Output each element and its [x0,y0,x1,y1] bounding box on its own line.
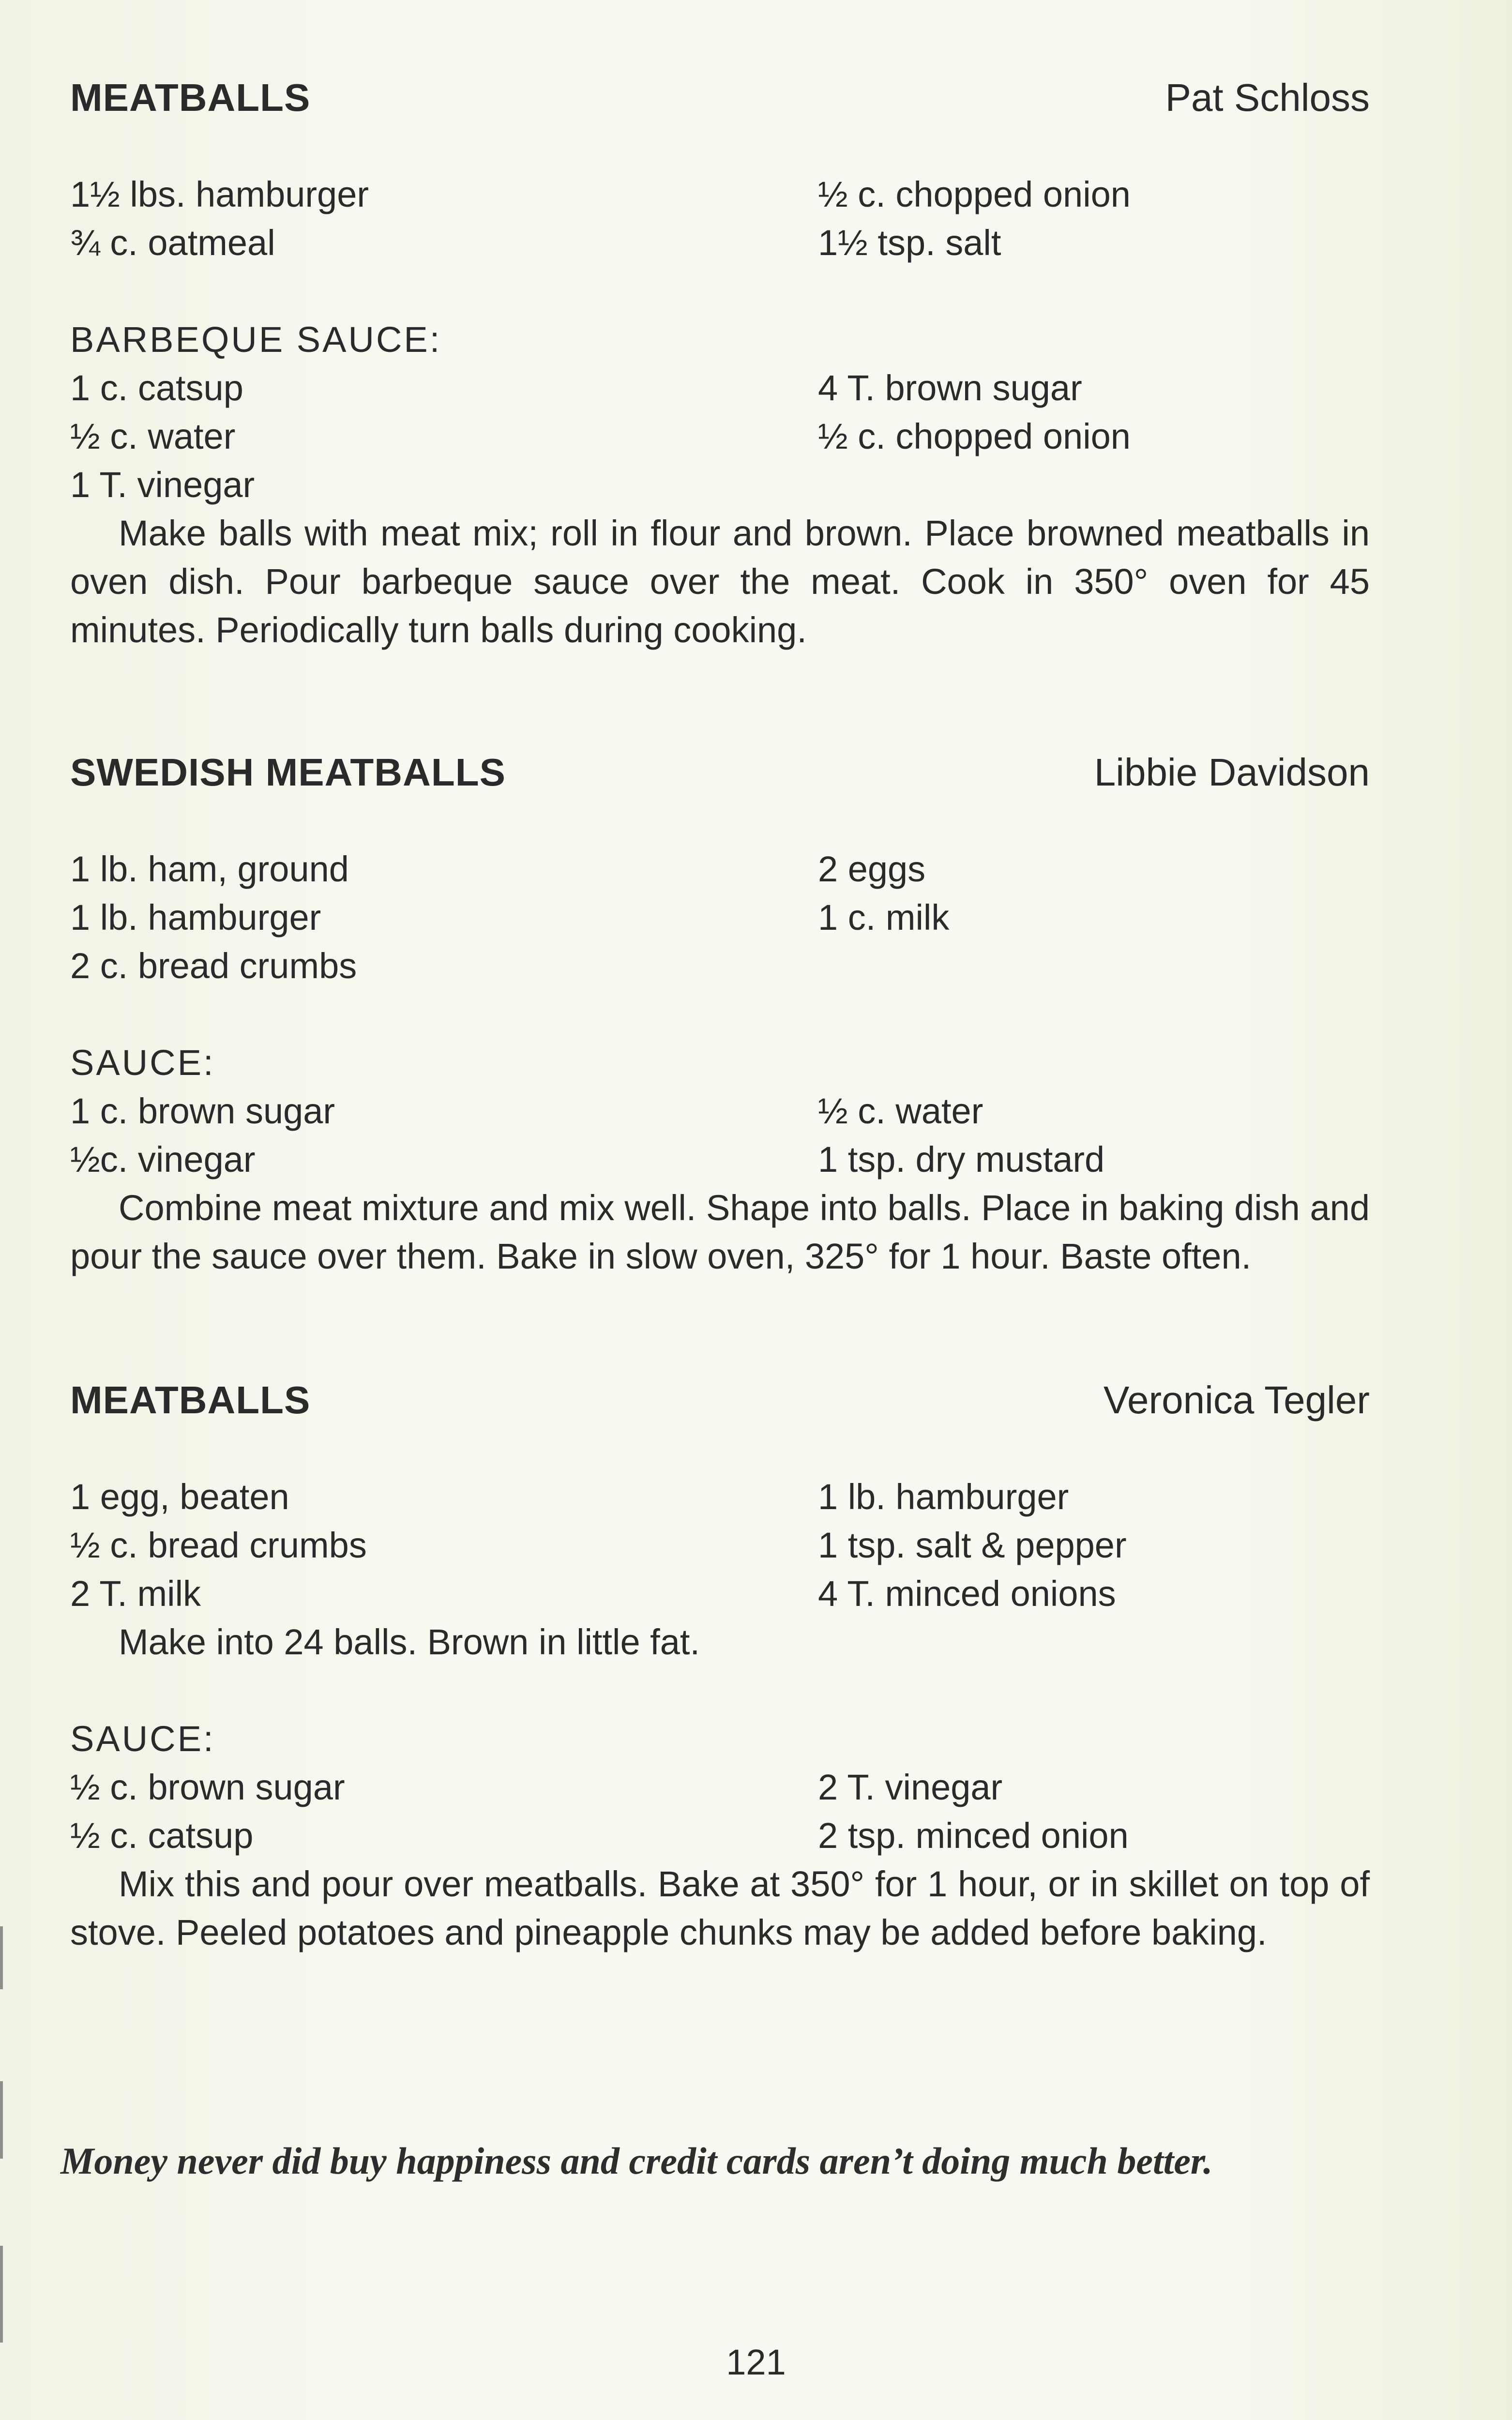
ingredient: 2 tsp. minced onion [818,1815,1129,1856]
ingredient: 1 lb. ham, ground [70,849,349,889]
page-edge-mark [0,2081,3,2159]
ingredient [818,942,1370,990]
sauce-ingredient-list [70,1087,1370,1184]
recipe-title: SWEDISH MEATBALLS [70,751,506,794]
page-edge-mark [0,2246,3,2343]
recipe-meatballs-schloss [70,74,1370,654]
ingredient: 4 T. brown sugar [818,368,1082,408]
ingredient: 1 lb. hamburger [818,1477,1069,1517]
recipe-header [70,1376,1370,1424]
ingredient: 2 T. vinegar [818,1767,1003,1807]
ingredient: ½ c. bread crumbs [70,1525,367,1565]
ingredient: 2 T. milk [70,1573,201,1614]
ingredient: ½ c. chopped onion [818,416,1131,456]
sauce-ingredient-list [70,364,1370,509]
ingredient: 1½ tsp. salt [818,223,1001,263]
recipe-title: MEATBALLS [70,1378,311,1422]
ingredient: ¾ c. oatmeal [70,223,275,263]
ingredient: ½ c. water [818,1091,983,1131]
recipe-directions: Mix this and pour over meatballs. Bake at 350° for 1 hour, or in skillet on top of stove. Peeled potatoes and pineapple chunks may be added before baking. [70,1864,1370,1952]
ingredient: 1½ lbs. hamburger [70,174,369,214]
ingredient: ½ c. catsup [70,1815,254,1856]
ingredient [818,461,1370,509]
ingredient: ½c. vinegar [70,1139,256,1180]
ingredient: ½ c. chopped onion [818,174,1131,214]
page-edge-mark [0,1926,3,1989]
recipe-author: Pat Schloss [1165,76,1370,119]
ingredient: 4 T. minced onions [818,1573,1116,1614]
ingredient: 1 egg, beaten [70,1477,289,1517]
ingredient: ½ c. brown sugar [70,1767,345,1807]
sauce-heading: BARBEQUE SAUCE: [70,319,442,360]
ingredient: 2 c. bread crumbs [70,946,357,986]
ingredient: 1 c. milk [818,897,950,938]
sauce-heading: SAUCE: [70,1043,215,1083]
ingredient-list [70,1473,1370,1618]
recipe-author: Libbie Davidson [1094,751,1370,794]
ingredient-list [70,845,1370,990]
recipe-directions: Combine meat mixture and mix well. Shape into balls. Place in baking dish and pour the sauce over them. Bake in slow oven, 325° for 1 hour. Baste often. [70,1188,1370,1276]
ingredient: ½ c. water [70,416,236,456]
ingredient: 2 eggs [818,849,926,889]
recipe-swedish-meatballs [70,748,1370,1281]
recipe-directions: Make balls with meat mix; roll in flour and brown. Place browned meatballs in oven dish. Pour barbeque sauce over the meat. Cook in 350° oven for 45 minutes. Periodically turn balls during cooking. [70,513,1370,650]
ingredient-list [70,170,1370,267]
ingredient-note: Make into 24 balls. Brown in little fat. [119,1622,700,1662]
recipe-header [70,74,1370,122]
sauce-ingredient-list [70,1763,1370,1860]
recipe-header [70,748,1370,797]
recipe-title: MEATBALLS [70,76,311,119]
page-number: 121 [726,2342,786,2382]
recipe-author: Veronica Tegler [1104,1378,1370,1422]
filler-quote: Money never did buy happiness and credit cards aren’t doing much better. [60,2140,1213,2182]
ingredient: 1 c. brown sugar [70,1091,335,1131]
recipe-meatballs-tegler [70,1376,1370,1957]
ingredient: 1 T. vinegar [70,465,255,505]
ingredient: 1 tsp. dry mustard [818,1139,1105,1180]
ingredient: 1 tsp. salt & pepper [818,1525,1127,1565]
ingredient: 1 c. catsup [70,368,243,408]
ingredient: 1 lb. hamburger [70,897,321,938]
sauce-heading: SAUCE: [70,1719,215,1759]
